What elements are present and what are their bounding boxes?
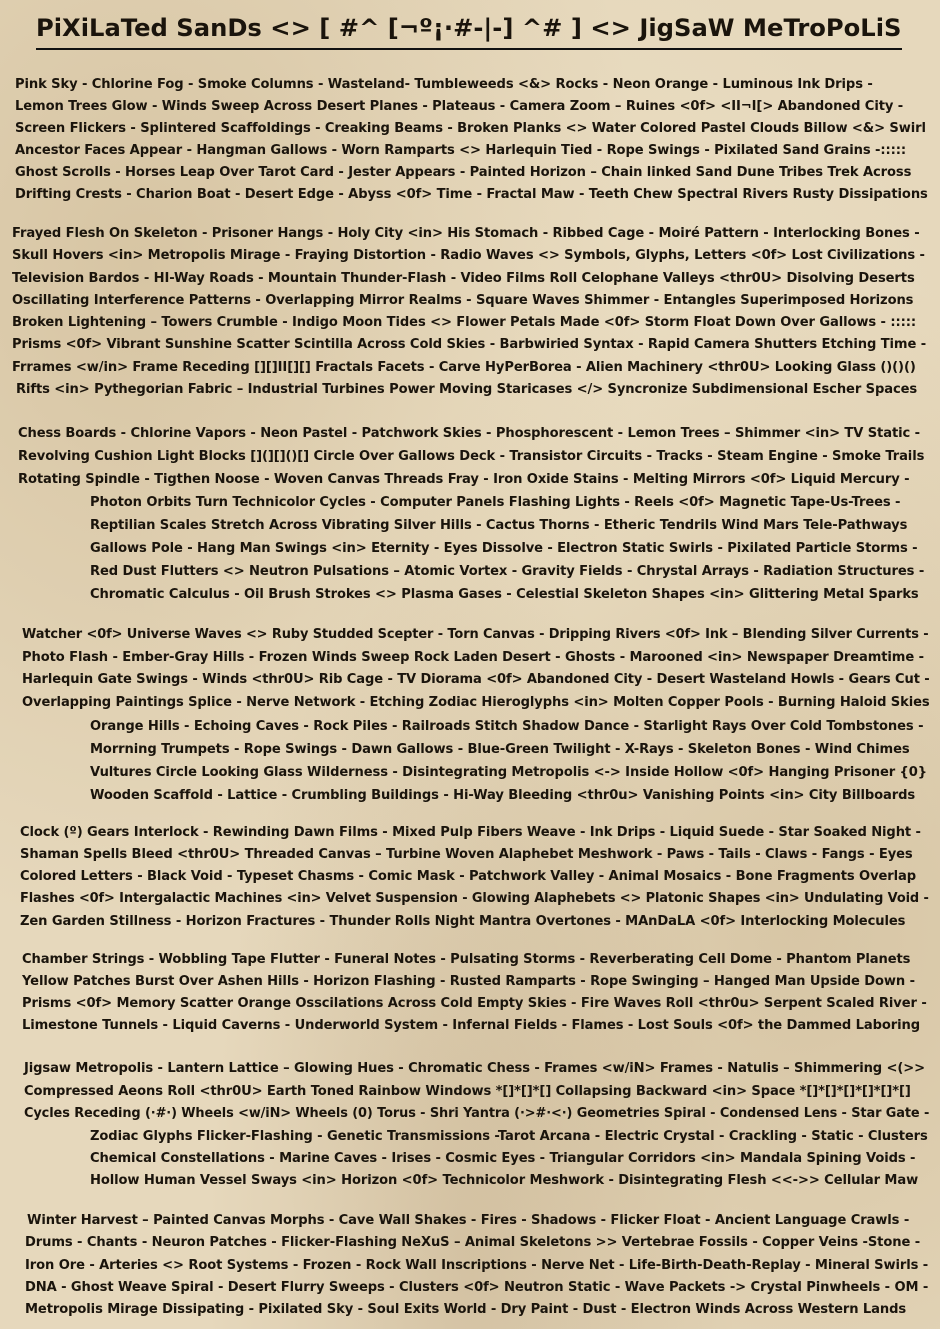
- poem-line: Jigsaw Metropolis - Lantern Lattice – Glowing Hues - Chromatic Chess - Frames <w/iN> Frames - Natulis – Shimmering <(>>: [24, 1061, 926, 1076]
- poem-line-indented: Red Dust Flutters <> Neutron Pulsations – Atomic Vortex - Gravity Fields - Chrystal Arrays - Radiation Structures -: [90, 564, 925, 579]
- poem-line: Ancestor Faces Appear - Hangman Gallows - Worn Ramparts <> Harlequin Tied - Rope Swings - Pixilated Sand Grains -:::::: [15, 143, 907, 158]
- poem-line: Compressed Aeons Roll <thr0U> Earth Toned Rainbow Windows *[]*[]*[] Collapsing Backward <in> Space *[]*[]*[]*[]*[]*[]: [24, 1084, 911, 1099]
- poem-line: Flashes <0f> Intergalactic Machines <in> Velvet Suspension - Glowing Alaphebets <> Platonic Shapes <in> Undulating Void -: [20, 891, 929, 906]
- poem-line: Clock (º) Gears Interlock - Rewinding Dawn Films - Mixed Pulp Fibers Weave - Ink Drips - Liquid Suede - Star Soaked Night -: [20, 825, 921, 840]
- poem-line: Skull Hovers <in> Metropolis Mirage - Fraying Distortion - Radio Waves <> Symbols, Glyphs, Letters <0f> Lost Civilizations -: [12, 248, 925, 263]
- poem-line-indented: Morrning Trumpets - Rope Swings - Dawn Gallows - Blue-Green Twilight - X-Rays - Skeleton Bones - Wind Chimes: [90, 742, 910, 757]
- poem-line: Broken Lightening – Towers Crumble - Indigo Moon Tides <> Flower Petals Made <0f> Storm Float Down Over Gallows - :::::: [12, 315, 917, 330]
- poem-line: Drifting Crests - Charion Boat - Desert Edge - Abyss <0f> Time - Fractal Maw - Teeth Chew Spectral Rivers Rusty Dissipations: [15, 187, 928, 202]
- poem-line: Frayed Flesh On Skeleton - Prisoner Hangs - Holy City <in> His Stomach - Ribbed Cage - Moiré Pattern - Interlocking Bones -: [12, 226, 920, 241]
- poem-line-indented: Vultures Circle Looking Glass Wilderness - Disintegrating Metropolis <-> Inside Hollow <0f> Hanging Prisoner {0}: [90, 765, 927, 780]
- poem-line-indented: Zodiac Glyphs Flicker-Flashing - Genetic Transmissions -Tarot Arcana - Electric Crystal - Crackling - Static - Clusters: [90, 1129, 928, 1144]
- poem-line: Iron Ore - Arteries <> Root Systems - Frozen - Rock Wall Inscriptions - Nerve Net - Life-Birth-Death-Replay - Mineral Swirls -: [25, 1258, 929, 1273]
- poem-line: Shaman Spells Bleed <thr0U> Threaded Canvas – Turbine Woven Alaphebet Meshwork - Paws - Tails - Claws - Fangs - Eyes: [20, 847, 913, 862]
- poem-line: Yellow Patches Burst Over Ashen Hills - Horizon Flashing - Rusted Ramparts - Rope Swinging – Hanged Man Upside Down -: [22, 974, 915, 989]
- poem-line: Frrames <w/in> Frame Receding [][]II[][] Fractals Facets - Carve HyPerBorea - Alien Machinery <thr0U> Looking Glass ()()(): [12, 360, 916, 375]
- poem-line: Photo Flash - Ember-Gray Hills - Frozen Winds Sweep Rock Laden Desert - Ghosts - Marooned <in> Newspaper Dreamtime -: [22, 650, 924, 665]
- poem-line-indented: Chemical Constellations - Marine Caves - Irises - Cosmic Eyes - Triangular Corridors <in> Mandala Spining Voids -: [90, 1151, 916, 1166]
- poem-line: Prisms <0f> Vibrant Sunshine Scatter Scintilla Across Cold Skies - Barbwiried Syntax - Rapid Camera Shutters Etching Time -: [12, 337, 927, 352]
- poem-line-indented: Chromatic Calculus - Oil Brush Strokes <> Plasma Gases - Celestial Skeleton Shapes <in> Glittering Metal Sparks: [90, 587, 919, 602]
- poem-title: PiXiLaTed SanDs <> [ #^ [¬º¡·#-|-] ^# ] <> JigSaW MeTroPoLiS: [36, 8, 902, 50]
- poem-line: Colored Letters - Black Void - Typeset Chasms - Comic Mask - Patchwork Valley - Animal Mosaics - Bone Fragments Overlap: [20, 869, 917, 884]
- poem-line: Lemon Trees Glow - Winds Sweep Across Desert Planes - Plateaus - Camera Zoom – Ruines <0f> <II¬I[> Abandoned City -: [15, 99, 904, 114]
- poem-line: Watcher <0f> Universe Waves <> Ruby Studded Scepter - Torn Canvas - Dripping Rivers <0f> Ink – Blending Silver Currents -: [22, 627, 929, 642]
- poem-line-indented: Photon Orbits Turn Technicolor Cycles - Computer Panels Flashing Lights - Reels <0f> Magnetic Tape-Us-Trees -: [90, 495, 901, 510]
- poem-line: Rotating Spindle - Tigthen Noose - Woven Canvas Threads Fray - Iron Oxide Stains - Melting Mirrors <0f> Liquid Mercury -: [18, 472, 910, 487]
- poem-line-indented: Orange Hills - Echoing Caves - Rock Piles - Railroads Stitch Shadow Dance - Starlight Rays Over Cold Tombstones -: [90, 719, 924, 734]
- poem-line-indented: Hollow Human Vessel Sways <in> Horizon <0f> Technicolor Meshwork - Disintegrating Flesh <<->> Cellular Maw: [90, 1173, 919, 1188]
- poem-line-indented: Gallows Pole - Hang Man Swings <in> Eternity - Eyes Dissolve - Electron Static Swirls - Pixilated Particle Storms -: [90, 541, 918, 556]
- poem-line: Chamber Strings - Wobbling Tape Flutter - Funeral Notes - Pulsating Storms - Reverberating Cell Dome - Phantom Planets: [22, 952, 911, 967]
- poem-line: Limestone Tunnels - Liquid Caverns - Underworld System - Infernal Fields - Flames - Lost Souls <0f> the Dammed Laboring: [22, 1018, 921, 1033]
- poem-line: Drums - Chants - Neuron Patches - Flicker-Flashing NeXuS – Animal Skeletons >> Vertebrae Fossils - Copper Veins -Stone -: [25, 1235, 921, 1250]
- poem-line: Overlapping Paintings Splice - Nerve Network - Etching Zodiac Hieroglyphs <in> Molten Copper Pools - Burning Haloid Skies: [22, 695, 930, 710]
- poem-line: Prisms <0f> Memory Scatter Orange Osscilations Across Cold Empty Skies - Fire Waves Roll <thr0u> Serpent Scaled River -: [22, 996, 927, 1011]
- poem-line: Cycles Receding (·#·) Wheels <w/iN> Wheels (0) Torus - Shri Yantra (·>#·<·) Geometries Spiral - Condensed Lens - Star Gate -: [24, 1106, 930, 1121]
- poem-line: Zen Garden Stillness - Horizon Fractures - Thunder Rolls Night Mantra Overtones - MAnDaLA <0f> Interlocking Molecules: [20, 914, 906, 929]
- poem-line: Ghost Scrolls - Horses Leap Over Tarot Card - Jester Appears - Painted Horizon – Chain linked Sand Dune Tribes Trek Across: [15, 165, 912, 180]
- poem-line: Winter Harvest – Painted Canvas Morphs - Cave Wall Shakes - Fires - Shadows - Flicker Float - Ancient Language Crawls -: [27, 1213, 910, 1228]
- poem-line: Pink Sky - Chlorine Fog - Smoke Columns - Wasteland- Tumbleweeds <&> Rocks - Neon Orange - Luminous Ink Drips -: [15, 77, 873, 92]
- poem-line: Television Bardos - HI-Way Roads - Mountain Thunder-Flash - Video Films Roll Celophane Valleys <thr0U> Disolving Deserts: [12, 271, 915, 286]
- poem-line: Rifts <in> Pythegorian Fabric – Industrial Turbines Power Moving Staricases </> Syncronize Subdimensional Escher Spaces: [16, 382, 918, 397]
- poem-line-indented: Reptilian Scales Stretch Across Vibrating Silver Hills - Cactus Thorns - Etheric Tendrils Wind Mars Tele-Pathways: [90, 518, 908, 533]
- poem-line-indented: Wooden Scaffold - Lattice - Crumbling Buildings - Hi-Way Bleeding <thr0u> Vanishing Points <in> City Billboards: [90, 788, 916, 803]
- poem-line: DNA - Ghost Weave Spiral - Desert Flurry Sweeps - Clusters <0f> Neutron Static - Wave Packets -> Crystal Pinwheels - OM -: [25, 1280, 929, 1295]
- poem-line: Chess Boards - Chlorine Vapors - Neon Pastel - Patchwork Skies - Phosphorescent - Lemon Trees – Shimmer <in> TV Static -: [18, 426, 920, 441]
- poem-line: Screen Flickers - Splintered Scaffoldings - Creaking Beams - Broken Planks <> Water Colored Pastel Clouds Billow <&> Swirl: [15, 121, 926, 136]
- poem-line: Oscillating Interference Patterns - Overlapping Mirror Realms - Square Waves Shimmer - Entangles Superimposed Horizons: [12, 293, 914, 308]
- poem-line: Harlequin Gate Swings - Winds <thr0U> Rib Cage - TV Diorama <0f> Abandoned City - Desert Wasteland Howls - Gears Cut -: [22, 672, 930, 687]
- poem-line: Revolving Cushion Light Blocks [](][]()[] Circle Over Gallows Deck - Transistor Circuits - Tracks - Steam Engine - Smoke Trails: [18, 449, 925, 464]
- poem-line: Metropolis Mirage Dissipating - Pixilated Sky - Soul Exits World - Dry Paint - Dust - Electron Winds Across Western Lands: [25, 1302, 907, 1317]
